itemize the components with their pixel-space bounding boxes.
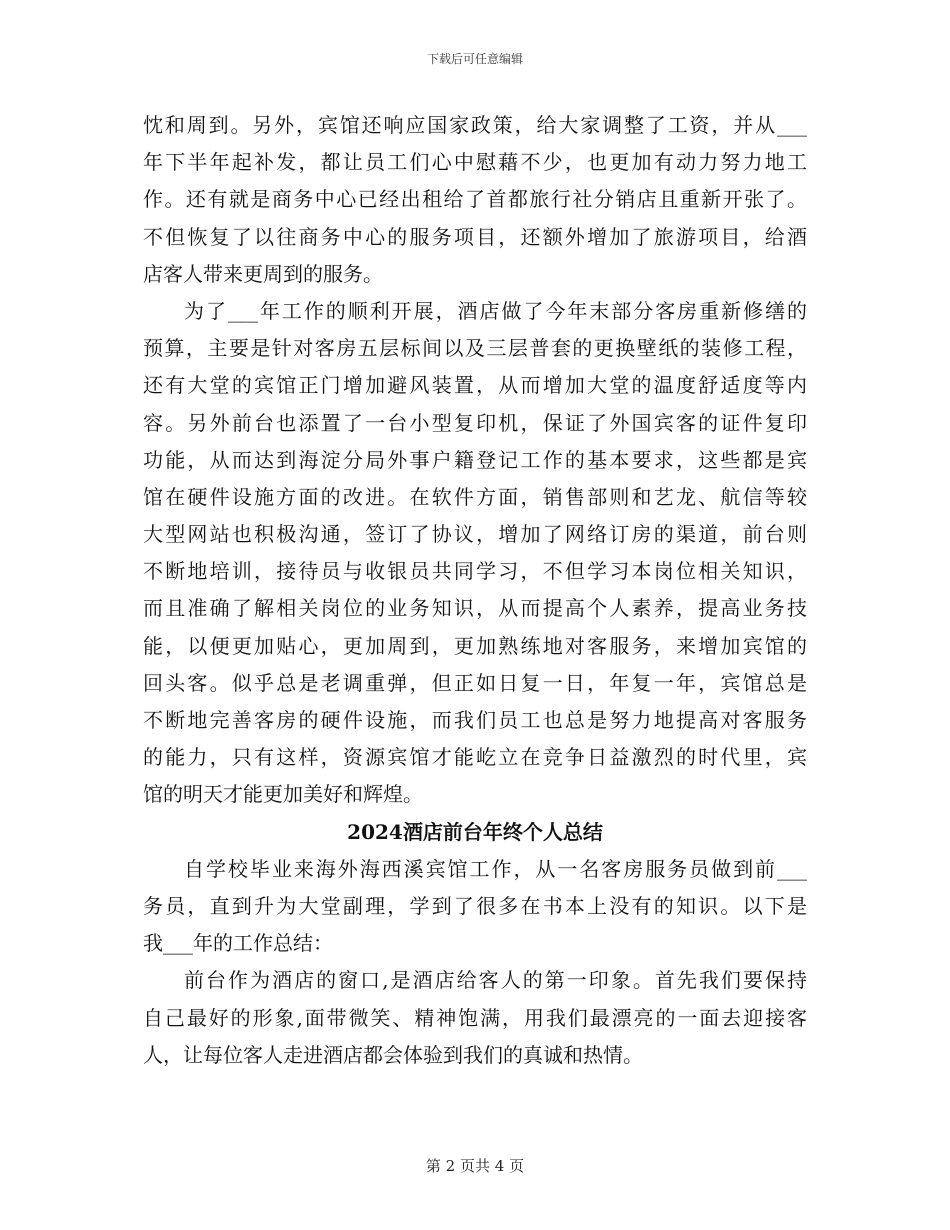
text-line: 自学校毕业来海外海西溪宾馆工作，从一名客房服务员做到前___ — [184, 856, 807, 881]
text-line: 预算，主要是针对客房五层标间以及三层普套的更换壁纸的装修工程， — [143, 336, 807, 361]
text-line: 而且准确了解相关岗位的业务知识，从而提高个人素养，提高业务技 — [143, 596, 807, 621]
text-line: 年下半年起补发，都让员工们心中慰藉不少，也更加有动力努力地工 — [143, 150, 807, 175]
text-line: 大型网站也积极沟通，签订了协议，增加了网络订房的渠道，前台则 — [143, 522, 807, 547]
text-line: 馆的明天才能更加美好和辉煌。 — [143, 782, 423, 807]
text-line: 功能，从而达到海淀分局外事户籍登记工作的基本要求，这些都是宾 — [143, 447, 807, 472]
text-line: 馆在硬件设施方面的改进。在软件方面，销售部则和艺龙、航信等较 — [143, 484, 807, 509]
text-line: 回头客。似乎总是老调重弹，但正如日复一日，年复一年，宾馆总是 — [143, 670, 807, 695]
paragraph — [143, 962, 807, 1074]
text-line: 作。还有就是商务中心已经出租给了首都旅行社分销店且重新开张了。 — [143, 187, 807, 212]
paragraph — [143, 107, 807, 293]
text-line: 前台作为酒店的窗口,是酒店给客人的第一印象。首先我们要保持 — [184, 968, 807, 993]
text-line: 为了___年工作的顺利开展，酒店做了今年末部分客房重新修缮的 — [184, 298, 807, 323]
text-line: 还有大堂的宾馆正门增加避风装置，从而增加大堂的温度舒适度等内 — [143, 373, 807, 398]
text-line: 容。另外前台也添置了一台小型复印机，保证了外国宾客的证件复印 — [143, 410, 807, 435]
text-line: 不但恢复了以往商务中心的服务项目，还额外增加了旅游项目，给酒 — [143, 224, 807, 249]
text-line: 店客人带来更周到的服务。 — [143, 261, 383, 286]
text-line: 的能力，只有这样，资源宾馆才能屹立在竞争日益激烈的时代里，宾 — [143, 745, 807, 770]
text-line: 自己最好的形象,面带微笑、精神饱满，用我们最漂亮的一面去迎接客 — [143, 1005, 807, 1030]
text-line: 我___年的工作总结： — [143, 931, 333, 956]
text-line: 人，让每位客人走进酒店都会体验到我们的真诚和热情。 — [143, 1042, 643, 1067]
document-body — [143, 107, 807, 1074]
paragraph — [143, 293, 807, 814]
text-line: 不断地培训，接待员与收银员共同学习，不但学习本岗位相关知识， — [143, 559, 807, 584]
text-line: 不断地完善客房的硬件设施，而我们员工也总是努力地提高对客服务 — [143, 708, 807, 732]
text-line: 能，以便更加贴心，更加周到，更加熟练地对客服务，来增加宾馆的 — [143, 633, 807, 658]
paragraph — [143, 851, 807, 963]
text-line: 忱和周到。另外，宾馆还响应国家政策，给大家调整了工资，并从___ — [143, 113, 807, 137]
section-heading: 2024酒店前台年终个人总结 — [347, 819, 603, 844]
page-header: 下载后可任意编辑 — [426, 52, 523, 66]
text-line: 务员，直到升为大堂副理，学到了很多在书本上没有的知识。以下是 — [143, 893, 807, 918]
page-footer: 第 2 页共 4 页 — [425, 1157, 525, 1175]
